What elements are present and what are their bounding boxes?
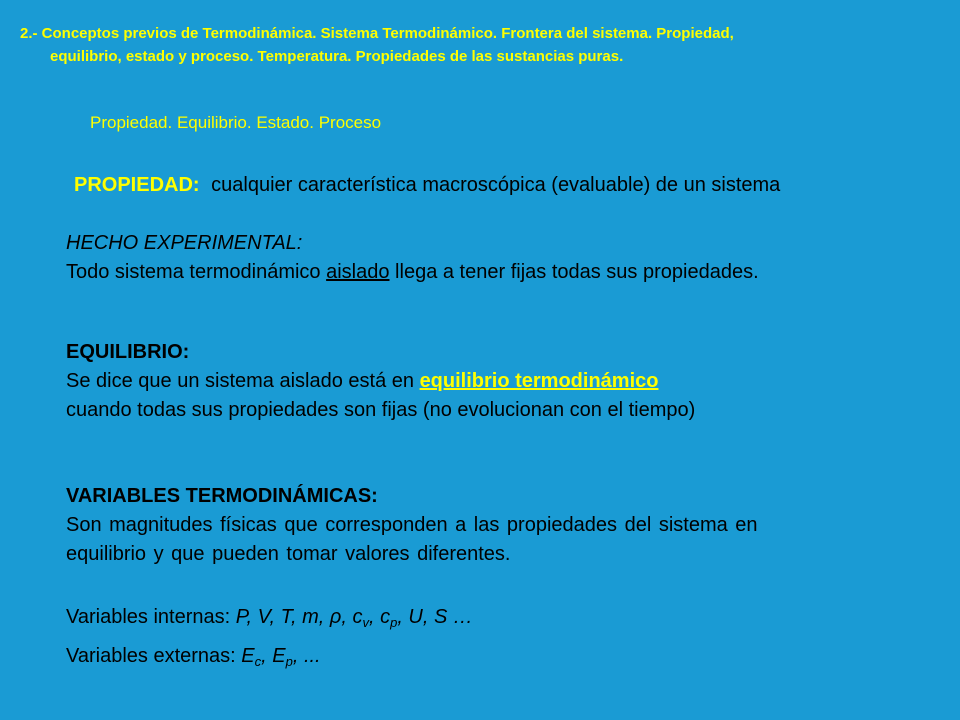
propiedad-definition (74, 174, 780, 197)
equilibrio-heading: EQUILIBRIO: (66, 341, 190, 363)
externas-label: Variables externas: (66, 645, 236, 667)
hecho-text-before: Todo sistema termodinámico (66, 261, 327, 283)
propiedad-term: PROPIEDAD: (74, 174, 200, 196)
variables-line-1: Son magnitudes físicas que corresponden a las propiedades del sistema en (66, 514, 758, 536)
ep-subscript: p (285, 654, 293, 669)
variables-heading: VARIABLES TERMODINÁMICAS: (66, 485, 378, 507)
slide-header (20, 22, 940, 68)
cv-c: c (352, 606, 363, 628)
hecho-experimental (66, 229, 759, 287)
header-line-1: 2.- Conceptos previos de Termodinámica. Sistema Termodinámico. Frontera del sistema. Propiedad, (20, 25, 734, 42)
equilibrio-highlight: equilibrio termodinámico (419, 370, 659, 392)
hecho-heading: HECHO EXPERIMENTAL: (66, 232, 303, 254)
equilibrio-text-before: Se dice que un sistema aislado está en (66, 370, 420, 392)
internas-part-a: P, V, T, m, (235, 606, 330, 628)
comma-3: , (261, 645, 273, 667)
ec-subscript: c (254, 654, 262, 669)
rho-symbol: ρ (329, 606, 342, 628)
cp-subscript: p (390, 615, 398, 630)
internas-label: Variables internas: (66, 606, 231, 628)
cp-c: c (380, 606, 391, 628)
variables-internas (66, 603, 473, 632)
comma-2: , (368, 606, 381, 628)
externas-end: , ... (292, 645, 321, 667)
slide-subtitle: Propiedad. Equilibrio. Estado. Proceso (90, 113, 382, 132)
propiedad-text: cualquier característica macroscópica (evaluable) de un sistema (211, 174, 781, 196)
equilibrio-line-2: cuando todas sus propiedades son fijas (no evolucionan con el tiempo) (66, 399, 696, 421)
internas-end: , U, S … (397, 606, 473, 628)
header-line-2: equilibrio, estado y proceso. Temperatura. Propiedades de las sustancias puras. (50, 48, 624, 65)
variables-line-2: equilibrio y que pueden tomar valores diferentes. (66, 543, 511, 565)
cv-subscript: v (362, 615, 369, 630)
variables-externas (66, 642, 321, 671)
hecho-text (66, 258, 759, 287)
hecho-underlined: aislado (326, 261, 390, 283)
equilibrio-line-1 (66, 367, 695, 396)
comma-1: , (341, 606, 353, 628)
ec-e: E (241, 645, 255, 667)
internas-values (236, 606, 473, 628)
hecho-text-after: llega a tener fijas todas sus propiedades. (389, 261, 759, 283)
ep-e: E (272, 645, 286, 667)
externas-values (241, 645, 320, 667)
variables-section (66, 482, 758, 569)
equilibrio-section (66, 338, 695, 425)
